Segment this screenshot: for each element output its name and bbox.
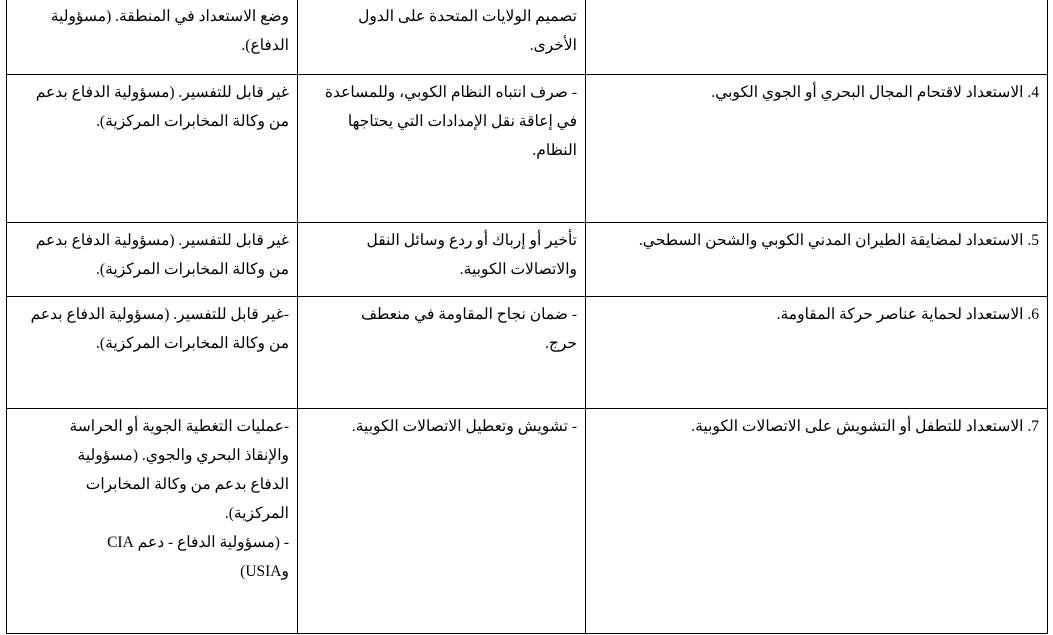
responsibility-cell <box>7 297 298 409</box>
responsibility-cell <box>7 223 298 297</box>
method-line: النظام. <box>532 142 577 159</box>
goal-text: 4. الاستعداد لاقتحام المجال البحري أو الجوي الكوبي. <box>711 84 1039 101</box>
responsibility-line: الدفاع). <box>241 37 289 54</box>
responsibility-line: والإنقاذ البحري والجوي. (مسؤولية <box>77 447 289 464</box>
method-cell <box>298 75 586 223</box>
goal-cell <box>586 409 1048 634</box>
method-cell <box>298 0 586 75</box>
responsibility-line: الدفاع بدعم من وكالة المخابرات <box>85 476 289 493</box>
responsibility-line: وضع الاستعداد في المنطقة. (مسؤولية <box>50 8 289 25</box>
method-line: حرج. <box>544 335 577 352</box>
method-cell <box>298 409 586 634</box>
method-text <box>298 75 585 165</box>
goal-text <box>586 0 1047 2</box>
responsibility-text <box>7 0 297 60</box>
responsibility-line: -غير قابل للتفسير. (مسؤولية الدفاع بدعم <box>30 306 289 323</box>
method-cell <box>298 297 586 409</box>
responsibility-line: غير قابل للتفسير. (مسؤولية الدفاع بدعم <box>35 84 289 101</box>
responsibility-text <box>7 223 297 284</box>
method-line: - تشويش وتعطيل الاتصالات الكوبية. <box>351 418 577 435</box>
method-line: الأخرى. <box>529 37 577 54</box>
responsibility-line: وUSIA) <box>240 563 289 580</box>
responsibility-cell <box>7 0 298 75</box>
method-cell <box>298 223 586 297</box>
plan-table <box>6 0 1048 634</box>
method-text <box>298 297 585 358</box>
method-text <box>298 409 585 441</box>
method-line: - ضمان نجاح المقاومة في منعطف <box>360 306 577 323</box>
responsibility-line: من وكالة المخابرات المركزية). <box>96 335 289 352</box>
responsibility-line: - (مسؤولية الدفاع - دعم CIA <box>107 534 289 551</box>
responsibility-line: من وكالة المخابرات المركزية). <box>96 261 289 278</box>
goal-text: 6. الاستعداد لحماية عناصر حركة المقاومة. <box>776 306 1039 323</box>
goal-cell <box>586 223 1048 297</box>
table-row <box>7 0 1048 75</box>
responsibility-text <box>7 75 297 136</box>
plan-table-body <box>7 0 1048 634</box>
responsibility-text <box>7 409 297 586</box>
responsibility-cell <box>7 409 298 634</box>
responsibility-cell <box>7 75 298 223</box>
responsibility-line: -عمليات التغطية الجوية أو الحراسة <box>69 418 289 435</box>
method-line: والاتصالات الكوبية. <box>459 261 577 278</box>
method-line: تأخير أو إرباك أو ردع وسائل النقل <box>366 232 577 249</box>
goal-text: 5. الاستعداد لمضايقة الطيران المدني الكوبي والشحن السطحي. <box>638 232 1039 249</box>
method-line: - صرف انتباه النظام الكوبي، وللمساعدة <box>324 84 577 101</box>
table-row <box>7 75 1048 223</box>
responsibility-line: غير قابل للتفسير. (مسؤولية الدفاع بدعم <box>35 232 289 249</box>
method-text <box>298 0 585 60</box>
goal-cell <box>586 297 1048 409</box>
goal-cell <box>586 75 1048 223</box>
table-row <box>7 223 1048 297</box>
goal-cell <box>586 0 1048 75</box>
table-row <box>7 409 1048 634</box>
table-row <box>7 297 1048 409</box>
goal-text: 7. الاستعداد للتطفل أو التشويش على الاتصالات الكوبية. <box>691 418 1039 435</box>
responsibility-line: المركزية). <box>224 505 289 522</box>
method-text <box>298 223 585 284</box>
method-line: تصميم الولايات المتحدة على الدول <box>358 8 577 25</box>
responsibility-line: من وكالة المخابرات المركزية). <box>96 113 289 130</box>
responsibility-text <box>7 297 297 358</box>
method-line: في إعاقة نقل الإمدادات التي يحتاجها <box>347 113 577 130</box>
